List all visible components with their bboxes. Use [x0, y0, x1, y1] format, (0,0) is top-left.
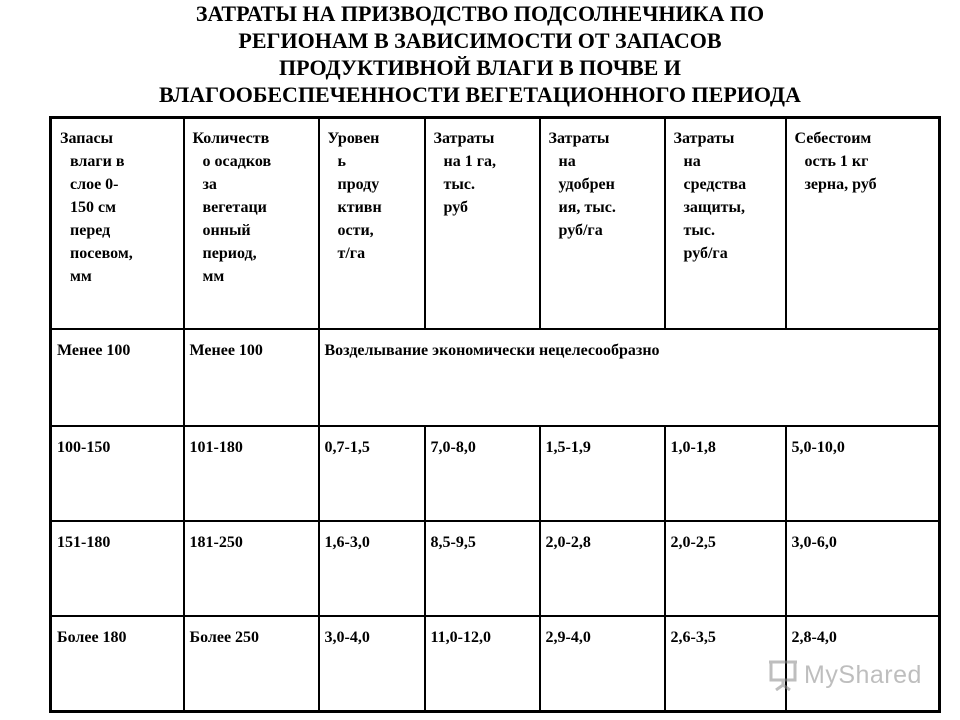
- header-line: 150 см: [70, 199, 116, 216]
- table-cell: 2,8-4,0: [786, 616, 940, 712]
- table-cell: 181-250: [184, 521, 319, 616]
- header-line: онный: [202, 222, 251, 239]
- title-line: ЗАТРАТЫ НА ПРИЗВОДСТВО ПОДСОЛНЕЧНИКА ПО: [195, 1, 765, 26]
- header-line: мм: [70, 268, 92, 285]
- header-line: защиты,: [683, 199, 746, 216]
- table-cell: 8,5-9,5: [425, 521, 540, 616]
- presentation-board-icon: [768, 659, 798, 691]
- table-cell: Более 250: [184, 616, 319, 712]
- table-row: [51, 426, 940, 521]
- table-cell: 11,0-12,0: [425, 616, 540, 712]
- header-line: на 1 га,: [443, 153, 496, 170]
- header-line: Запасы: [60, 130, 114, 147]
- merged-note-cell: Возделывание экономически нецелесообразно: [319, 329, 940, 426]
- table-cell: 3,0-6,0: [786, 521, 940, 616]
- table-cell: 1,6-3,0: [319, 521, 425, 616]
- header-line: тыс.: [443, 176, 475, 193]
- page-title: [60, 0, 900, 116]
- header-line: Затраты: [673, 130, 735, 147]
- table-cell: 151-180: [51, 521, 184, 616]
- table-cell: 0,7-1,5: [319, 426, 425, 521]
- table-cell: 2,6-3,5: [665, 616, 786, 712]
- header-line: слое 0-: [70, 176, 119, 193]
- header-line: перед: [70, 222, 111, 239]
- table-cell: Более 180: [51, 616, 184, 712]
- table-cell: 3,0-4,0: [319, 616, 425, 712]
- table-cell: 5,0-10,0: [786, 426, 940, 521]
- header-line: Уровен: [327, 130, 380, 147]
- table-cell: 2,9-4,0: [540, 616, 665, 712]
- header-line: руб/га: [558, 222, 603, 239]
- table-cell: Менее 100: [184, 329, 319, 426]
- header-line: средства: [683, 176, 747, 193]
- header-cell-productivity: [319, 118, 425, 329]
- header-line: период,: [202, 245, 257, 262]
- header-cell-fertilizer-cost: [540, 118, 665, 329]
- header-line: Затраты: [433, 130, 495, 147]
- header-line: о осадков: [202, 153, 272, 170]
- header-line: тыс.: [683, 222, 715, 239]
- header-line: удобрен: [558, 176, 615, 193]
- header-line: ия, тыс.: [558, 199, 616, 216]
- table-cell: 1,0-1,8: [665, 426, 786, 521]
- table-row: [51, 329, 940, 426]
- title-line: РЕГИОНАМ В ЗАВИСИМОСТИ ОТ ЗАПАСОВ: [238, 28, 722, 53]
- header-line: зерна, руб: [804, 176, 877, 193]
- header-line: проду: [337, 176, 380, 193]
- header-line: посевом,: [70, 245, 133, 262]
- header-line: Себестоим: [794, 130, 872, 147]
- header-line: влаги в: [70, 153, 125, 170]
- table-cell: 1,5-1,9: [540, 426, 665, 521]
- header-line: на: [683, 153, 701, 170]
- table-row: [51, 521, 940, 616]
- header-line: руб: [443, 199, 468, 216]
- header-line: ости,: [337, 222, 374, 239]
- header-line: Количеств: [192, 130, 270, 147]
- table-header-row: [51, 118, 940, 329]
- table-cell: 7,0-8,0: [425, 426, 540, 521]
- header-line: т/га: [337, 245, 366, 262]
- header-line: вегетаци: [202, 199, 267, 216]
- header-cell-protection-cost: [665, 118, 786, 329]
- watermark: [768, 655, 938, 695]
- header-line: ость 1 кг: [804, 153, 869, 170]
- header-line: Затраты: [548, 130, 610, 147]
- title-line: ВЛАГООБЕСПЕЧЕННОСТИ ВЕГЕТАЦИОННОГО ПЕРИОДА: [159, 82, 801, 107]
- table-cell: 2,0-2,5: [665, 521, 786, 616]
- header-cell-cost-per-ha: [425, 118, 540, 329]
- table-cell: Менее 100: [51, 329, 184, 426]
- header-cell-moisture: [51, 118, 184, 329]
- title-line: ПРОДУКТИВНОЙ ВЛАГИ В ПОЧВЕ И: [279, 55, 681, 80]
- watermark-text: MyShared: [804, 660, 922, 689]
- header-cell-unit-cost: [786, 118, 940, 329]
- header-line: ь: [337, 153, 346, 170]
- table-cell: 100-150: [51, 426, 184, 521]
- header-line: ктивн: [337, 199, 382, 216]
- header-line: мм: [202, 268, 225, 285]
- table-cell: 2,0-2,8: [540, 521, 665, 616]
- header-cell-precipitation: [184, 118, 319, 329]
- header-line: за: [202, 176, 217, 193]
- header-line: руб/га: [683, 245, 728, 262]
- header-line: на: [558, 153, 576, 170]
- cost-table: [49, 116, 941, 713]
- table-cell: 101-180: [184, 426, 319, 521]
